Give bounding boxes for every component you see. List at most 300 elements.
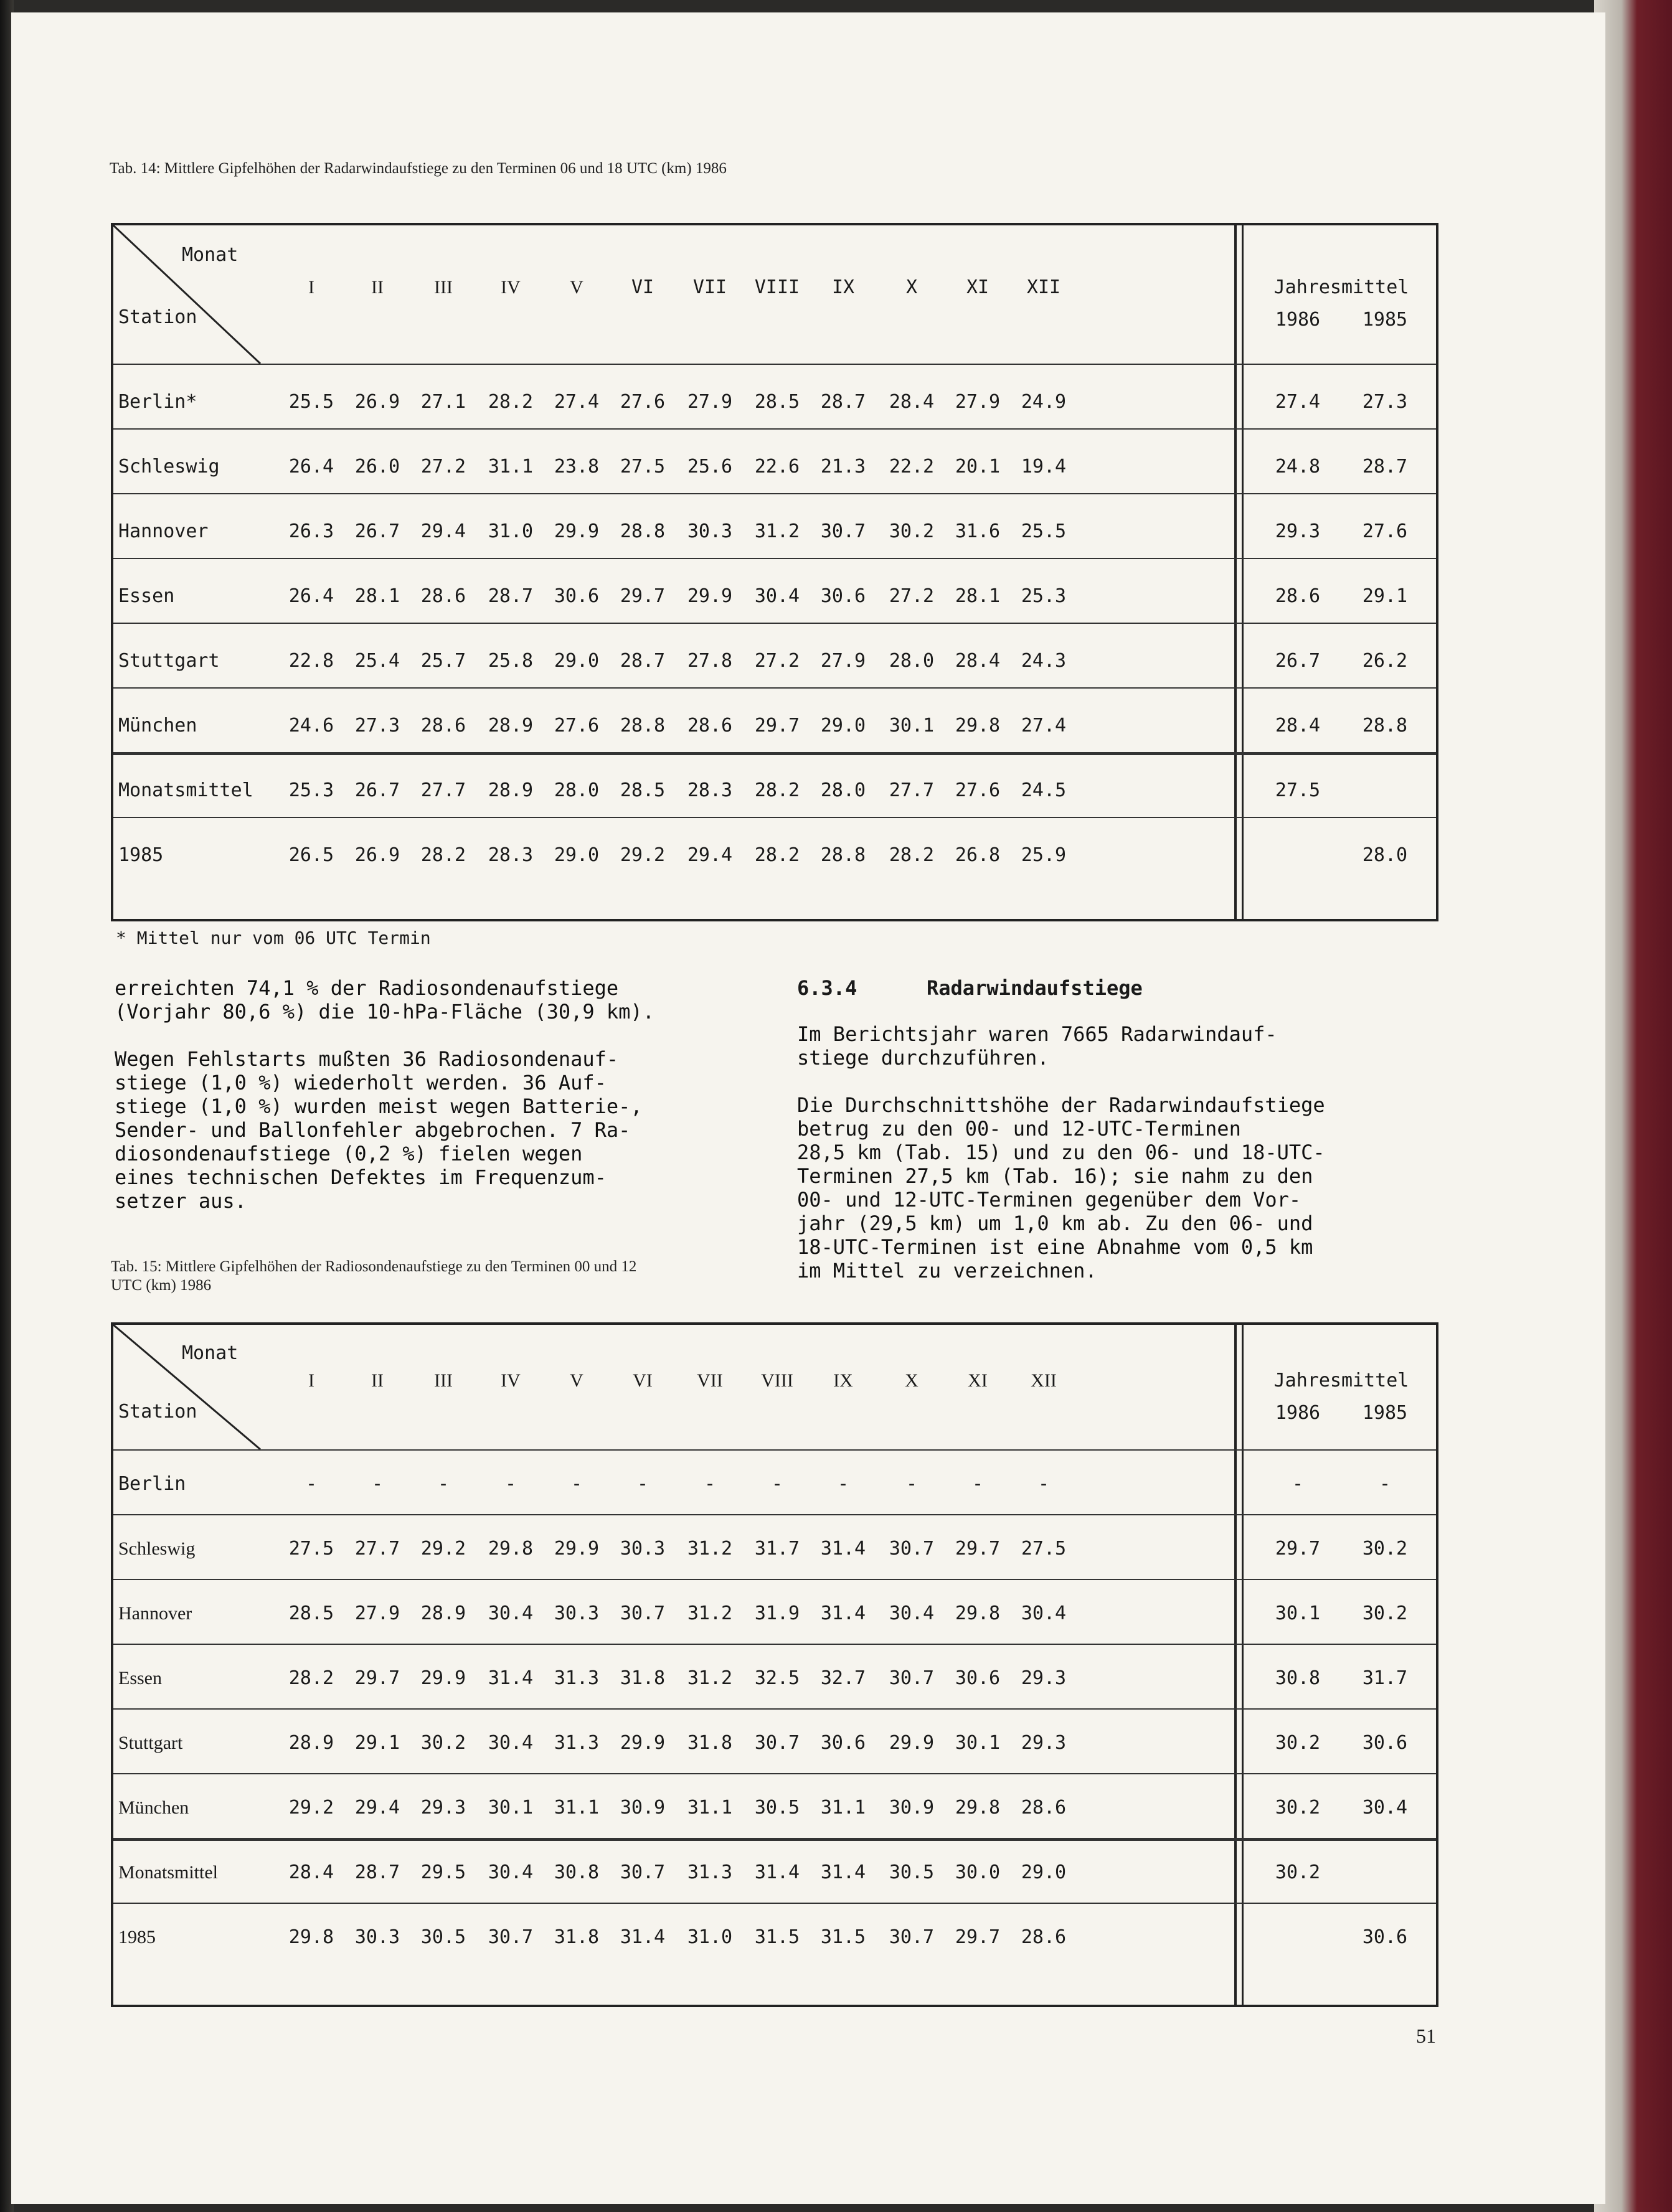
t14-value-cell: 28.9 bbox=[488, 779, 534, 801]
t15-mean-1986: 30.2 bbox=[1275, 1797, 1321, 1819]
t15-mean-1985: 31.7 bbox=[1362, 1667, 1408, 1689]
t14-value-cell: 29.7 bbox=[754, 715, 800, 737]
t14-station-name: Hannover bbox=[118, 520, 209, 542]
t15-value-cell: 29.7 bbox=[955, 1926, 1001, 1948]
t15-value-cell: - bbox=[971, 1473, 984, 1495]
t14-month-header: IX bbox=[831, 276, 855, 298]
t15-value-cell: 30.6 bbox=[820, 1732, 866, 1754]
t15-value-cell: 29.7 bbox=[354, 1667, 400, 1689]
t14-value-cell: 28.7 bbox=[488, 585, 534, 607]
t14-value-cell: 26.0 bbox=[354, 456, 400, 478]
t15-value-cell: 31.2 bbox=[687, 1667, 733, 1689]
t15-value-cell: 27.7 bbox=[354, 1538, 400, 1560]
t15-value-cell: 32.5 bbox=[754, 1667, 800, 1689]
t15-value-cell: 29.5 bbox=[420, 1861, 466, 1883]
t15-value-cell: 30.3 bbox=[354, 1926, 400, 1948]
t15-value-cell: 29.3 bbox=[1021, 1667, 1067, 1689]
t14-value-cell: 27.4 bbox=[554, 391, 600, 413]
t15-station-name: Hannover bbox=[118, 1603, 192, 1624]
t14-value-cell: 26.4 bbox=[288, 456, 334, 478]
t14-mean-1986: 29.3 bbox=[1275, 520, 1321, 542]
t15-value-cell: 30.7 bbox=[620, 1603, 666, 1624]
t15-value-cell: 29.7 bbox=[955, 1538, 1001, 1560]
t15-value-cell: 29.8 bbox=[288, 1926, 334, 1948]
t15-value-cell: 27.5 bbox=[288, 1538, 334, 1560]
t15-mean-1985: 30.4 bbox=[1362, 1797, 1408, 1819]
t15-value-cell: - bbox=[704, 1473, 716, 1495]
t14-month-header: IV bbox=[501, 277, 521, 298]
t14-value-cell: 29.9 bbox=[687, 585, 733, 607]
t14-value-cell: 29.0 bbox=[820, 715, 866, 737]
t14-value-cell: 25.8 bbox=[488, 650, 534, 672]
t15-row-rule bbox=[113, 1903, 1436, 1904]
t15-month-header: IV bbox=[501, 1370, 521, 1391]
t15-corner-station: Station bbox=[118, 1401, 197, 1423]
t15-value-cell: 29.2 bbox=[288, 1797, 334, 1819]
table15-caption-line2: UTC (km) 1986 bbox=[111, 1277, 212, 1294]
t14-value-cell: 22.2 bbox=[889, 456, 935, 478]
t15-value-cell: 31.9 bbox=[754, 1603, 800, 1624]
t14-month-header: V bbox=[570, 277, 583, 298]
t15-mean-1986: - bbox=[1292, 1473, 1304, 1495]
t14-value-cell: 31.1 bbox=[488, 456, 534, 478]
t14-jahresmittel-header: Jahresmittel bbox=[1273, 276, 1409, 298]
t14-mean-1985: 27.3 bbox=[1362, 391, 1408, 413]
t14-month-header: XII bbox=[1026, 276, 1061, 298]
t15-value-cell: - bbox=[570, 1473, 583, 1495]
t15-month-header: I bbox=[308, 1370, 314, 1391]
t15-value-cell: 29.9 bbox=[620, 1732, 666, 1754]
book-page bbox=[11, 12, 1605, 2204]
t15-station-name: Schleswig bbox=[118, 1538, 196, 1559]
t15-mean-1986: 30.1 bbox=[1275, 1603, 1321, 1624]
t14-value-cell: 28.5 bbox=[754, 391, 800, 413]
t14-value-cell: 28.1 bbox=[354, 585, 400, 607]
t14-value-cell: 27.1 bbox=[420, 391, 466, 413]
page-number: 51 bbox=[1416, 2025, 1436, 2047]
t14-station-name: Essen bbox=[118, 585, 175, 607]
left-column-text bbox=[115, 976, 654, 1236]
t15-value-cell: - bbox=[837, 1473, 849, 1495]
t14-value-cell: 27.5 bbox=[620, 456, 666, 478]
t14-header-rule bbox=[113, 364, 1436, 365]
t15-mean-1985: 30.6 bbox=[1362, 1926, 1408, 1948]
t15-value-cell: - bbox=[905, 1473, 918, 1495]
t14-value-cell: 28.2 bbox=[420, 844, 466, 866]
t15-value-cell: 31.2 bbox=[687, 1538, 733, 1560]
t15-month-header: X bbox=[905, 1370, 919, 1391]
t14-station-name: Schleswig bbox=[118, 456, 220, 478]
t14-station-name: Monatsmittel bbox=[118, 779, 253, 801]
t14-value-cell: 30.6 bbox=[820, 585, 866, 607]
t15-value-cell: - bbox=[636, 1473, 649, 1495]
t15-value-cell: 29.2 bbox=[420, 1538, 466, 1560]
t14-value-cell: 28.8 bbox=[620, 715, 666, 737]
t14-corner-monat: Monat bbox=[182, 244, 239, 266]
t14-value-cell: 29.4 bbox=[420, 520, 466, 542]
t14-month-header: XI bbox=[966, 276, 990, 298]
t15-value-cell: 30.4 bbox=[488, 1603, 534, 1624]
t14-value-cell: 24.3 bbox=[1021, 650, 1067, 672]
t15-value-cell: 31.3 bbox=[554, 1667, 600, 1689]
t15-value-cell: 31.8 bbox=[554, 1926, 600, 1948]
paragraph-berichtsjahr: Im Berichtsjahr waren 7665 Radarwindauf- stiege durchzuführen. bbox=[797, 1022, 1277, 1070]
t15-value-cell: 28.9 bbox=[288, 1732, 334, 1754]
t14-value-cell: 28.6 bbox=[687, 715, 733, 737]
t15-value-cell: 31.4 bbox=[820, 1603, 866, 1624]
table14-footnote: * Mittel nur vom 06 UTC Termin bbox=[116, 928, 431, 948]
t14-corner-station: Station bbox=[118, 306, 197, 328]
t15-mean-1986: 30.2 bbox=[1275, 1732, 1321, 1754]
t15-value-cell: 30.4 bbox=[1021, 1603, 1067, 1624]
t15-row-rule bbox=[113, 1708, 1436, 1710]
t14-value-cell: 27.3 bbox=[354, 715, 400, 737]
t15-value-cell: 30.1 bbox=[488, 1797, 534, 1819]
t15-mean-1985: 30.2 bbox=[1362, 1603, 1408, 1624]
t15-value-cell: 28.7 bbox=[354, 1861, 400, 1883]
t14-value-cell: 28.1 bbox=[955, 585, 1001, 607]
t15-value-cell: 31.4 bbox=[620, 1926, 666, 1948]
t15-month-header: III bbox=[434, 1370, 453, 1391]
t15-value-cell: 31.1 bbox=[820, 1797, 866, 1819]
t15-value-cell: 28.2 bbox=[288, 1667, 334, 1689]
t15-value-cell: - bbox=[771, 1473, 783, 1495]
t14-value-cell: 28.9 bbox=[488, 715, 534, 737]
t14-month-header: VII bbox=[692, 276, 727, 298]
t14-value-cell: 28.2 bbox=[754, 779, 800, 801]
t15-value-cell: 30.1 bbox=[955, 1732, 1001, 1754]
t14-value-cell: 28.6 bbox=[420, 585, 466, 607]
table15-caption-line1: Tab. 15: Mittlere Gipfelhöhen der Radiosondenaufstiege zu den Terminen 00 und 12 bbox=[111, 1258, 637, 1275]
t15-value-cell: 31.1 bbox=[687, 1797, 733, 1819]
t15-year-1986-header: 1986 bbox=[1275, 1402, 1321, 1424]
t14-value-cell: 25.5 bbox=[1021, 520, 1067, 542]
t14-value-cell: 25.9 bbox=[1021, 844, 1067, 866]
t14-row-rule bbox=[113, 752, 1436, 755]
t15-header-rule bbox=[113, 1449, 1436, 1451]
t14-value-cell: 26.7 bbox=[354, 779, 400, 801]
t14-value-cell: 25.3 bbox=[1021, 585, 1067, 607]
t15-year-1985-header: 1985 bbox=[1362, 1402, 1408, 1424]
t14-value-cell: 26.5 bbox=[288, 844, 334, 866]
t15-value-cell: 29.4 bbox=[354, 1797, 400, 1819]
t15-value-cell: 29.3 bbox=[420, 1797, 466, 1819]
t14-value-cell: 28.3 bbox=[488, 844, 534, 866]
t14-value-cell: 31.2 bbox=[754, 520, 800, 542]
t14-value-cell: 27.7 bbox=[420, 779, 466, 801]
t14-value-cell: 27.6 bbox=[955, 779, 1001, 801]
t15-value-cell: 31.5 bbox=[820, 1926, 866, 1948]
t14-row-rule bbox=[113, 687, 1436, 689]
t15-value-cell: 31.3 bbox=[687, 1861, 733, 1883]
t14-value-cell: 28.0 bbox=[889, 650, 935, 672]
t15-value-cell: 31.7 bbox=[754, 1538, 800, 1560]
t14-value-cell: 27.6 bbox=[620, 391, 666, 413]
t15-value-cell: 30.4 bbox=[488, 1861, 534, 1883]
t15-value-cell: 31.8 bbox=[687, 1732, 733, 1754]
t15-mean-1985: - bbox=[1379, 1473, 1391, 1495]
t14-year-1986-header: 1986 bbox=[1275, 309, 1321, 331]
t15-value-cell: 31.4 bbox=[820, 1861, 866, 1883]
t15-value-cell: 28.5 bbox=[288, 1603, 334, 1624]
t14-value-cell: 30.1 bbox=[889, 715, 935, 737]
t15-value-cell: 30.5 bbox=[889, 1861, 935, 1883]
paragraph-10hpa: erreichten 74,1 % der Radiosondenaufstiege (Vorjahr 80,6 %) die 10-hPa-Fläche (30,9 km). bbox=[115, 976, 654, 1024]
t14-value-cell: 21.3 bbox=[820, 456, 866, 478]
t14-value-cell: 25.4 bbox=[354, 650, 400, 672]
t14-value-cell: 29.7 bbox=[620, 585, 666, 607]
t14-value-cell: 26.3 bbox=[288, 520, 334, 542]
t14-value-cell: 22.8 bbox=[288, 650, 334, 672]
t14-value-cell: 28.0 bbox=[554, 779, 600, 801]
t15-station-name: Monatsmittel bbox=[118, 1862, 218, 1883]
t14-mean-1985: 26.2 bbox=[1362, 650, 1408, 672]
t14-mean-1986: 27.5 bbox=[1275, 779, 1321, 801]
t14-value-cell: 30.2 bbox=[889, 520, 935, 542]
t15-month-header: II bbox=[371, 1370, 384, 1391]
t15-value-cell: 31.8 bbox=[620, 1667, 666, 1689]
t14-mean-1986: 27.4 bbox=[1275, 391, 1321, 413]
t15-value-cell: 31.3 bbox=[554, 1732, 600, 1754]
t15-mean-1986: 30.2 bbox=[1275, 1861, 1321, 1883]
t14-mean-1986: 26.7 bbox=[1275, 650, 1321, 672]
paragraph-durchschnittshoehe: Die Durchschnittshöhe der Radarwindaufstiege betrug zu den 00- und 12-UTC-Terminen 28,5 km (Tab. 15) und zu den 06- und 18-UTC- Terminen 27,5 km (Tab. 16); sie nahm zu den 00- und 12-UTC-Terminen gegenüber dem Vor- jahr (29,5 km) um 1,0 km ab. Zu den 06- und 18-UTC-Terminen ist eine Abnahme vom 0,5 km im Mittel zu verzeichnen. bbox=[797, 1093, 1325, 1282]
t15-row-rule bbox=[113, 1644, 1436, 1645]
t14-mean-1985: 28.0 bbox=[1362, 844, 1408, 866]
t15-value-cell: 32.7 bbox=[820, 1667, 866, 1689]
t14-value-cell: 22.6 bbox=[754, 456, 800, 478]
t15-value-cell: 30.7 bbox=[488, 1926, 534, 1948]
t15-value-cell: 29.9 bbox=[554, 1538, 600, 1560]
t15-value-cell: 30.9 bbox=[889, 1797, 935, 1819]
t14-value-cell: 26.9 bbox=[354, 391, 400, 413]
t15-mean-1986: 30.8 bbox=[1275, 1667, 1321, 1689]
t14-value-cell: 27.9 bbox=[955, 391, 1001, 413]
t15-value-cell: - bbox=[305, 1473, 318, 1495]
t15-mean-1986: 29.7 bbox=[1275, 1538, 1321, 1560]
t15-value-cell: - bbox=[504, 1473, 517, 1495]
section-number: 6.3.4 bbox=[797, 976, 857, 1000]
t14-value-cell: 26.9 bbox=[354, 844, 400, 866]
t14-value-cell: 30.4 bbox=[754, 585, 800, 607]
paragraph-fehlstarts: Wegen Fehlstarts mußten 36 Radiosondenauf- stiege (1,0 %) wiederholt werden. 36 Auf- stiege (1,0 %) wurden meist wegen Batterie-, Sender- und Ballonfehler abgebrochen. 7 Ra- diosondenaufstiege (0,2 %) fielen wegen eines technischen Defektes im Frequenzum- setzer aus. bbox=[115, 1047, 643, 1213]
t14-value-cell: 28.5 bbox=[620, 779, 666, 801]
t14-row-rule bbox=[113, 428, 1436, 430]
t14-value-cell: 26.4 bbox=[288, 585, 334, 607]
t14-value-cell: 27.8 bbox=[687, 650, 733, 672]
t14-value-cell: 28.2 bbox=[889, 844, 935, 866]
t14-divider-2 bbox=[1242, 225, 1244, 919]
section-title: Radarwindaufstiege bbox=[927, 976, 1143, 1000]
t14-value-cell: 28.4 bbox=[889, 391, 935, 413]
t15-value-cell: 30.7 bbox=[889, 1538, 935, 1560]
t14-mean-1986: 28.6 bbox=[1275, 585, 1321, 607]
t14-value-cell: 25.3 bbox=[288, 779, 334, 801]
t14-value-cell: 28.2 bbox=[488, 391, 534, 413]
t15-value-cell: 28.9 bbox=[420, 1603, 466, 1624]
t15-value-cell: 30.7 bbox=[620, 1861, 666, 1883]
t14-value-cell: 27.6 bbox=[554, 715, 600, 737]
t14-year-1985-header: 1985 bbox=[1362, 309, 1408, 331]
t14-value-cell: 19.4 bbox=[1021, 456, 1067, 478]
t14-divider bbox=[1234, 225, 1237, 919]
t14-value-cell: 27.4 bbox=[1021, 715, 1067, 737]
t15-value-cell: 30.0 bbox=[955, 1861, 1001, 1883]
t14-value-cell: 29.8 bbox=[955, 715, 1001, 737]
t14-value-cell: 30.6 bbox=[554, 585, 600, 607]
right-column-text bbox=[797, 1022, 1325, 1306]
t15-value-cell: 31.4 bbox=[754, 1861, 800, 1883]
t14-value-cell: 29.0 bbox=[554, 650, 600, 672]
t15-value-cell: 28.4 bbox=[288, 1861, 334, 1883]
t15-station-name: Essen bbox=[118, 1668, 162, 1688]
t15-value-cell: 29.1 bbox=[354, 1732, 400, 1754]
t15-value-cell: 30.7 bbox=[889, 1667, 935, 1689]
t15-value-cell: 28.6 bbox=[1021, 1926, 1067, 1948]
t14-month-header: X bbox=[905, 276, 918, 298]
t15-value-cell: - bbox=[371, 1473, 384, 1495]
t14-value-cell: 23.8 bbox=[554, 456, 600, 478]
t14-value-cell: 24.9 bbox=[1021, 391, 1067, 413]
t15-value-cell: 28.6 bbox=[1021, 1797, 1067, 1819]
t15-value-cell: 31.0 bbox=[687, 1926, 733, 1948]
t15-month-header: XI bbox=[968, 1370, 988, 1391]
t14-row-rule bbox=[113, 623, 1436, 624]
t14-month-header: III bbox=[434, 277, 453, 298]
t15-value-cell: 29.9 bbox=[889, 1732, 935, 1754]
t14-mean-1986: 28.4 bbox=[1275, 715, 1321, 737]
table15-caption bbox=[111, 1258, 636, 1295]
t14-value-cell: 27.9 bbox=[687, 391, 733, 413]
t15-value-cell: 30.3 bbox=[554, 1603, 600, 1624]
t15-month-header: XII bbox=[1031, 1370, 1057, 1391]
t14-value-cell: 28.6 bbox=[420, 715, 466, 737]
t15-value-cell: 30.8 bbox=[554, 1861, 600, 1883]
t15-value-cell: - bbox=[1037, 1473, 1050, 1495]
t14-station-name: Stuttgart bbox=[118, 650, 220, 672]
t15-jahresmittel-header: Jahresmittel bbox=[1273, 1370, 1409, 1391]
t14-value-cell: 26.8 bbox=[955, 844, 1001, 866]
t15-value-cell: 30.9 bbox=[620, 1797, 666, 1819]
t15-row-rule bbox=[113, 1773, 1436, 1774]
t14-value-cell: 27.7 bbox=[889, 779, 935, 801]
t15-value-cell: 27.5 bbox=[1021, 1538, 1067, 1560]
t14-value-cell: 27.2 bbox=[889, 585, 935, 607]
t15-value-cell: 31.4 bbox=[488, 1667, 534, 1689]
t15-value-cell: 31.5 bbox=[754, 1926, 800, 1948]
table14 bbox=[111, 223, 1438, 921]
t14-value-cell: 28.3 bbox=[687, 779, 733, 801]
t14-station-name: Berlin* bbox=[118, 391, 197, 413]
table15 bbox=[111, 1322, 1438, 2007]
t14-station-name: München bbox=[118, 715, 197, 737]
t14-mean-1985: 28.7 bbox=[1362, 456, 1408, 478]
t14-row-rule bbox=[113, 493, 1436, 494]
table14-caption: Tab. 14: Mittlere Gipfelhöhen der Radarwindaufstiege zu den Terminen 06 und 18 UTC (km) 1986 bbox=[110, 160, 727, 177]
t15-value-cell: 31.1 bbox=[554, 1797, 600, 1819]
t15-month-header: V bbox=[570, 1370, 583, 1391]
t14-month-header: VIII bbox=[754, 276, 800, 298]
t15-value-cell: 30.5 bbox=[420, 1926, 466, 1948]
t14-value-cell: 28.0 bbox=[820, 779, 866, 801]
t15-value-cell: 30.7 bbox=[889, 1926, 935, 1948]
t15-value-cell: 31.4 bbox=[820, 1538, 866, 1560]
t14-value-cell: 28.8 bbox=[820, 844, 866, 866]
t14-row-rule bbox=[113, 558, 1436, 559]
t15-mean-1985: 30.6 bbox=[1362, 1732, 1408, 1754]
t15-value-cell: 30.5 bbox=[754, 1797, 800, 1819]
t15-row-rule bbox=[113, 1838, 1436, 1841]
t15-value-cell: 30.4 bbox=[889, 1603, 935, 1624]
t15-value-cell: 29.9 bbox=[420, 1667, 466, 1689]
t15-station-name: München bbox=[118, 1797, 189, 1818]
t14-value-cell: 30.3 bbox=[687, 520, 733, 542]
t14-value-cell: 28.8 bbox=[620, 520, 666, 542]
t15-value-cell: - bbox=[437, 1473, 450, 1495]
t14-value-cell: 24.6 bbox=[288, 715, 334, 737]
t15-value-cell: 29.8 bbox=[955, 1603, 1001, 1624]
t14-value-cell: 28.7 bbox=[820, 391, 866, 413]
t15-value-cell: 29.8 bbox=[955, 1797, 1001, 1819]
t14-value-cell: 25.6 bbox=[687, 456, 733, 478]
t14-mean-1985: 28.8 bbox=[1362, 715, 1408, 737]
t14-value-cell: 26.7 bbox=[354, 520, 400, 542]
t14-value-cell: 29.2 bbox=[620, 844, 666, 866]
t15-value-cell: 30.4 bbox=[488, 1732, 534, 1754]
t15-month-header: VIII bbox=[761, 1370, 793, 1391]
t14-station-name: 1985 bbox=[118, 844, 164, 866]
t15-month-header: VII bbox=[697, 1370, 723, 1391]
t14-value-cell: 28.7 bbox=[620, 650, 666, 672]
t14-value-cell: 29.4 bbox=[687, 844, 733, 866]
t15-station-name: 1985 bbox=[118, 1927, 156, 1947]
t14-month-header: I bbox=[308, 277, 314, 298]
t14-month-header: VI bbox=[631, 276, 654, 298]
t14-value-cell: 27.2 bbox=[754, 650, 800, 672]
t14-mean-1985: 27.6 bbox=[1362, 520, 1408, 542]
t15-station-name: Stuttgart bbox=[118, 1733, 183, 1753]
t14-value-cell: 24.5 bbox=[1021, 779, 1067, 801]
t14-mean-1986: 24.8 bbox=[1275, 456, 1321, 478]
t15-station-name: Berlin bbox=[118, 1473, 186, 1495]
t14-value-cell: 27.2 bbox=[420, 456, 466, 478]
t15-value-cell: 30.6 bbox=[955, 1667, 1001, 1689]
t14-value-cell: 25.5 bbox=[288, 391, 334, 413]
t15-row-rule bbox=[113, 1514, 1436, 1515]
t14-row-rule bbox=[113, 817, 1436, 818]
t15-value-cell: 27.9 bbox=[354, 1603, 400, 1624]
t15-value-cell: 31.2 bbox=[687, 1603, 733, 1624]
t14-value-cell: 29.9 bbox=[554, 520, 600, 542]
t15-value-cell: 29.0 bbox=[1021, 1861, 1067, 1883]
t14-value-cell: 31.6 bbox=[955, 520, 1001, 542]
t14-value-cell: 29.0 bbox=[554, 844, 600, 866]
t14-value-cell: 31.0 bbox=[488, 520, 534, 542]
t15-value-cell: 29.3 bbox=[1021, 1732, 1067, 1754]
t14-value-cell: 20.1 bbox=[955, 456, 1001, 478]
t15-value-cell: 30.3 bbox=[620, 1538, 666, 1560]
t14-mean-1985: 29.1 bbox=[1362, 585, 1408, 607]
t15-value-cell: 30.2 bbox=[420, 1732, 466, 1754]
t14-value-cell: 30.7 bbox=[820, 520, 866, 542]
t15-corner-monat: Monat bbox=[182, 1342, 239, 1364]
book-edge bbox=[1594, 0, 1672, 2212]
t14-value-cell: 28.4 bbox=[955, 650, 1001, 672]
t14-month-header: II bbox=[371, 277, 384, 298]
t15-mean-1985: 30.2 bbox=[1362, 1538, 1408, 1560]
t15-value-cell: 30.7 bbox=[754, 1732, 800, 1754]
t14-value-cell: 27.9 bbox=[820, 650, 866, 672]
